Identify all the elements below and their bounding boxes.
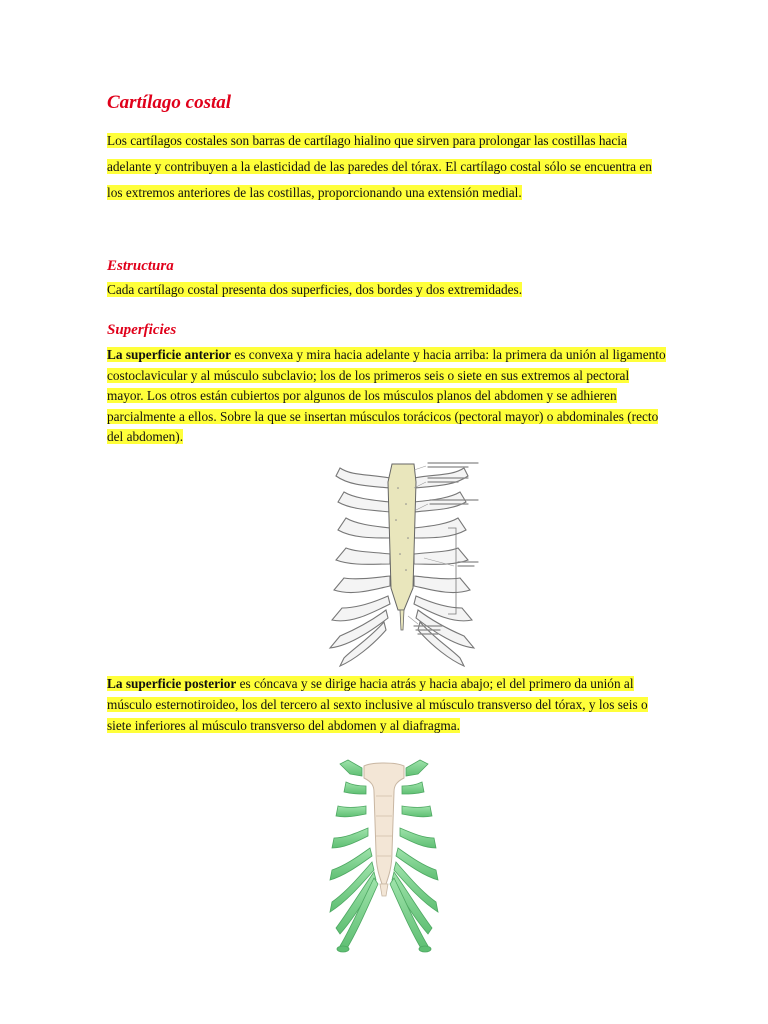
superficie-anterior-text: es convexa y mira hacia adelante y hacia arriba: la primera da unión al ligamento costoclavicular y al músculo subclavio; los de los primeros seis o siete en sus extremos al pectoral mayor. Los otros están cubiertos por algunos de los músculos planos del abdomen y se adhieren parcialmente a ellos. Sobre la que se insertan músculos torácicos (pectoral mayor) o abdominales (recto del abdomen). <box>107 347 666 444</box>
superficies-heading: Superficies <box>107 322 177 338</box>
costal-cartilage-3d-model <box>296 752 472 958</box>
page-title: Cartílago costal <box>107 92 232 113</box>
estructura-text: Cada cartílago costal presenta dos superficies, dos bordes y dos extremidades. <box>107 282 523 297</box>
superficie-posterior-paragraph <box>107 673 667 736</box>
intro-text: Los cartílagos costales son barras de cartílago hialino que sirven para prolongar las costillas hacia adelante y contribuyen a la elasticidad de las paredes del tórax. El cartílago costal sólo se encuentra en los extremos anteriores de las costillas, proporcionando una extensión medial. <box>107 133 652 200</box>
intro-paragraph <box>107 128 667 206</box>
estructura-paragraph <box>107 280 667 300</box>
superficie-anterior-label: La superficie anterior <box>107 347 232 362</box>
superficie-posterior-label: La superficie posterior <box>107 676 237 691</box>
superficie-posterior-text: es cóncava y se dirige hacia atrás y hacia abajo; el del primero da unión al músculo esternotiroideo, los del tercero al sexto inclusive al músculo transverso del tórax, y los seis o siete inferiores al músculo transverso del abdomen y al diafragma. <box>107 676 648 733</box>
costal-cartilage-anatomy-drawing <box>318 458 490 668</box>
superficie-anterior-paragraph <box>107 345 667 448</box>
estructura-heading: Estructura <box>107 258 174 274</box>
